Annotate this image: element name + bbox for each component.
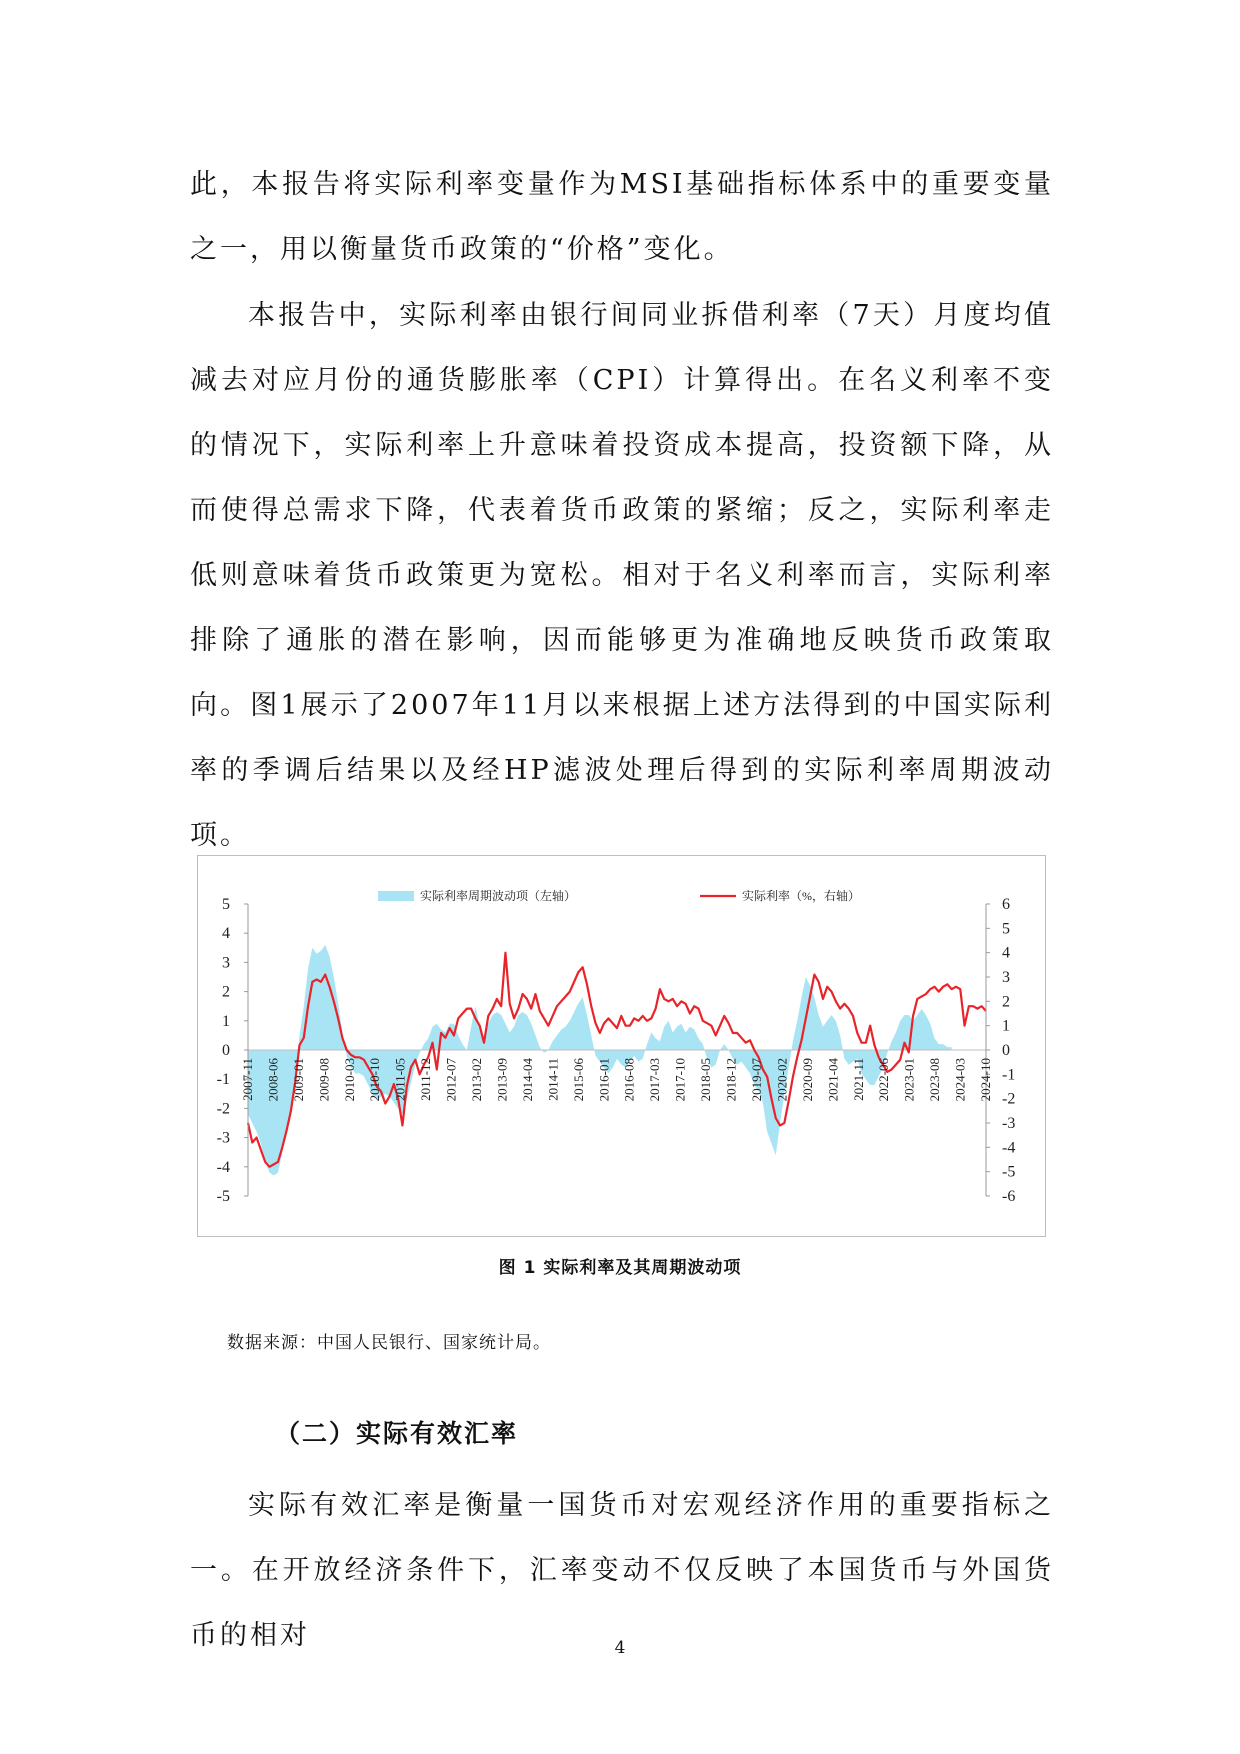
paragraph-real-interest-rate: 本报告中，实际利率由银行间同业拆借利率（7天）月度均值减去对应月份的通货膨胀率（CPI）计算得出。在名义利率不变的情况下，实际利率上升意味着投资成本提高，投资额下降，从而使得总需求下降，代表着货币政策的紧缩；反之，实际利率走低则意味着货币政策更为宽松。相对于名义利率而言，实际利率排除了通胀的潜在影响，因而能够更为准确地反映货币政策取向。图1展示了2007年11月以来根据上述方法得到的中国实际利率的季调后结果以及经HP滤波处理后得到的实际利率周期波动项。 <box>190 300 1054 851</box>
x-tick-label: 2007-11 <box>240 1058 255 1101</box>
x-tick-label: 2016-01 <box>596 1058 612 1102</box>
x-tick-label: 2010-10 <box>367 1058 383 1102</box>
x-tick-label: 2021-04 <box>825 1058 841 1102</box>
right-tick-label: -1 <box>1002 1066 1016 1084</box>
section-heading: （二）实际有效汇率 <box>275 1419 519 1448</box>
x-tick-label: 2011-12 <box>418 1058 434 1101</box>
paragraph-continued: 此，本报告将实际利率变量作为MSI基础指标体系中的重要变量之一，用以衡量货币政策的“价格”变化。 <box>190 169 1054 265</box>
left-tick-label: 4 <box>222 925 230 943</box>
x-tick-label: 2018-05 <box>698 1058 714 1102</box>
figure-caption: 图 1 实际利率及其周期波动项 <box>498 1258 742 1278</box>
left-tick-label: 2 <box>222 983 230 1001</box>
left-tick-label: 5 <box>222 896 230 913</box>
x-tick-label: 2009-08 <box>316 1058 332 1102</box>
x-tick-label: 2018-12 <box>723 1058 739 1102</box>
left-tick-label: -2 <box>216 1100 230 1118</box>
x-tick-label: 2020-02 <box>774 1058 790 1102</box>
x-tick-label: 2014-11 <box>545 1058 561 1101</box>
real-interest-rate-chart <box>198 856 1045 1236</box>
x-tick-label: 2017-03 <box>647 1058 663 1102</box>
left-tick-label: 1 <box>222 1012 230 1030</box>
figure-1-chart <box>197 855 1046 1237</box>
paragraph-real-effective-exchange-rate: 实际有效汇率是衡量一国货币对宏观经济作用的重要指标之一。在开放经济条件下，汇率变动不仅反映了本国货币与外国货币的相对 <box>190 1490 1054 1651</box>
left-tick-label: -5 <box>216 1188 230 1205</box>
page-number: 4 <box>614 1638 626 1658</box>
legend-swatch-cycle-component <box>378 891 414 901</box>
left-tick-label: 3 <box>222 954 230 972</box>
right-tick-label: -2 <box>1002 1090 1016 1108</box>
x-tick-label: 2022-06 <box>876 1058 892 1102</box>
right-tick-label: 0 <box>1002 1042 1010 1059</box>
right-tick-label: -3 <box>1002 1115 1016 1132</box>
x-tick-label: 2013-02 <box>469 1058 485 1102</box>
x-tick-label: 2021-11 <box>850 1058 866 1101</box>
right-tick-label: 2 <box>1002 993 1010 1011</box>
x-tick-label: 2014-04 <box>519 1058 535 1102</box>
legend-label-cycle-component: 实际利率周期波动项（左轴） <box>420 889 577 903</box>
x-tick-label: 2023-08 <box>927 1058 943 1102</box>
data-source-note: 数据来源：中国人民银行、国家统计局。 <box>227 1333 551 1353</box>
right-tick-label: 5 <box>1002 920 1010 938</box>
left-tick-label: -1 <box>216 1071 230 1089</box>
x-tick-label: 2020-09 <box>799 1058 815 1102</box>
x-tick-label: 2023-01 <box>901 1058 917 1102</box>
legend-label-real-rate: 实际利率（%，右轴） <box>742 889 860 903</box>
right-tick-label: -4 <box>1002 1139 1016 1157</box>
x-tick-label: 2016-08 <box>621 1058 637 1102</box>
left-tick-label: 0 <box>222 1042 230 1059</box>
x-tick-label: 2024-03 <box>952 1058 968 1102</box>
x-tick-label: 2011-05 <box>392 1058 408 1101</box>
x-tick-label: 2009-01 <box>290 1058 306 1102</box>
x-tick-label: 2008-06 <box>265 1058 281 1102</box>
x-tick-label: 2010-03 <box>341 1058 357 1102</box>
x-tick-label: 2019-07 <box>748 1058 764 1102</box>
right-tick-label: 6 <box>1002 896 1010 913</box>
right-tick-label: 3 <box>1002 969 1010 986</box>
right-tick-label: 4 <box>1002 944 1010 962</box>
left-tick-label: -4 <box>216 1158 230 1176</box>
left-tick-label: -3 <box>216 1129 230 1147</box>
right-tick-label: -6 <box>1002 1188 1016 1205</box>
x-tick-label: 2024-10 <box>978 1058 993 1102</box>
right-tick-label: -5 <box>1002 1163 1016 1181</box>
right-tick-label: 1 <box>1002 1017 1010 1035</box>
x-tick-label: 2015-06 <box>570 1058 586 1102</box>
x-tick-label: 2013-09 <box>494 1058 510 1102</box>
x-tick-label: 2017-10 <box>672 1058 688 1102</box>
x-tick-label: 2012-07 <box>443 1058 459 1102</box>
